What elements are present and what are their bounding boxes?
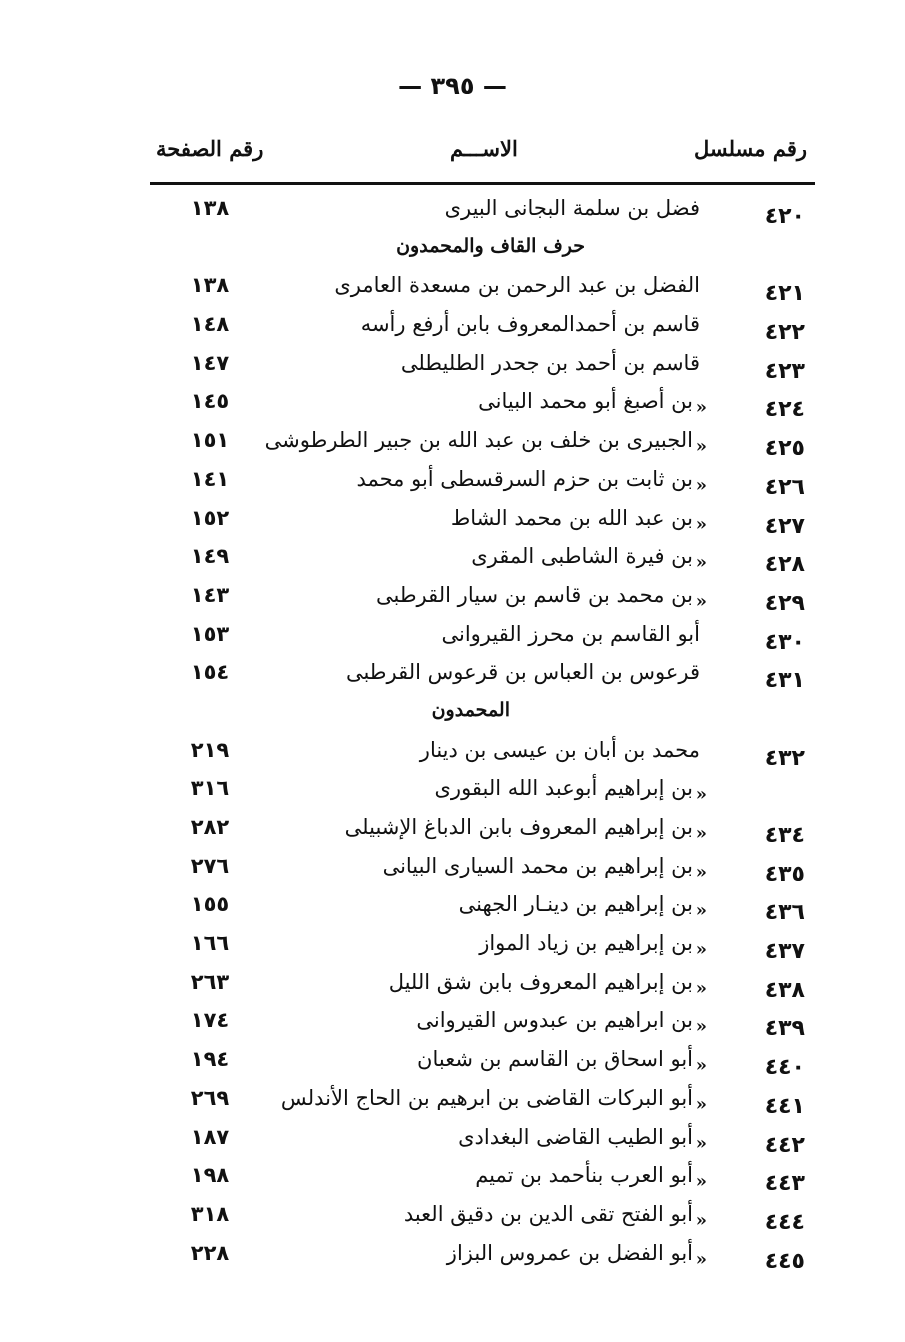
serial-number: ٤٢٤ bbox=[764, 397, 805, 423]
person-name: أبو الطيب القاضى البغدادى bbox=[458, 1124, 693, 1149]
person-name: قاسم بن أحمدالمعروف بابن أرفع رأسه bbox=[360, 312, 700, 337]
serial-number: ٤٤١ bbox=[764, 1093, 805, 1119]
person-name: أبو البركات القاضى بن ابرهيم بن الحاج الأندلس bbox=[280, 1085, 693, 1110]
ditto-mark: « bbox=[695, 513, 707, 535]
serial-number: ٤٢٠ bbox=[764, 204, 805, 229]
page-reference: ١٨٧ bbox=[190, 1124, 230, 1149]
serial-number: ٤٢١ bbox=[764, 281, 805, 307]
section-title: المحمدون bbox=[431, 698, 510, 721]
ditto-mark: « bbox=[695, 1248, 707, 1270]
table-row bbox=[0, 538, 905, 577]
person-name: بن إبراهيم بن محمد السيارى البيانى bbox=[382, 853, 693, 878]
table-row bbox=[0, 925, 905, 964]
table-row bbox=[0, 1080, 905, 1119]
person-name: بن فيرة الشاطبى المقرى bbox=[471, 544, 693, 569]
table-row bbox=[0, 770, 905, 809]
serial-number: ٤٤٥ bbox=[764, 1248, 805, 1274]
table-row bbox=[0, 190, 905, 229]
person-name: الجبيرى بن خلف بن عبد الله بن جبير الطرطوشى bbox=[264, 428, 693, 453]
ditto-mark: « bbox=[695, 1171, 707, 1193]
section-heading bbox=[0, 229, 905, 268]
table-row bbox=[0, 654, 905, 693]
page-reference: ١٦٦ bbox=[190, 931, 230, 956]
page-reference: ١٥٤ bbox=[190, 660, 230, 685]
table-row bbox=[0, 1235, 905, 1274]
person-name: أبو القاسم بن محرز القيروانى bbox=[441, 621, 700, 646]
person-name: بن ابراهيم بن عبدوس القيروانى bbox=[416, 1008, 693, 1033]
page-reference: ٢٦٣ bbox=[190, 969, 230, 994]
serial-number: ٤٢٦ bbox=[764, 474, 805, 500]
page-number: — ٣٩٥ — bbox=[398, 72, 507, 100]
person-name: أبو الفتح تقى الدين بن دقيق العبد bbox=[403, 1201, 693, 1226]
ditto-mark: « bbox=[695, 823, 707, 844]
ditto-mark: « bbox=[695, 977, 707, 999]
person-name: بن محمد بن قاسم بن سيار القرطبى bbox=[376, 582, 693, 607]
ditto-mark: « bbox=[695, 1055, 707, 1077]
serial-number: ٤٢٥ bbox=[764, 436, 805, 462]
serial-number: ٤٤٠ bbox=[764, 1055, 805, 1081]
table-row bbox=[0, 1157, 905, 1196]
page-reference: ١٤٥ bbox=[190, 389, 230, 414]
person-name: بن عبد الله بن محمد الشاط bbox=[450, 505, 693, 530]
person-name: أبو الفضل بن عمروس البزاز bbox=[446, 1240, 693, 1265]
person-name: بن أصبغ أبو محمد البيانى bbox=[478, 389, 693, 414]
page-reference: ٢٧٦ bbox=[190, 853, 230, 878]
serial-number: ٤٣٧ bbox=[764, 939, 805, 965]
page-reference: ٢٢٨ bbox=[190, 1240, 230, 1265]
person-name: بن إبراهيم المعروف بابن شق الليل bbox=[388, 969, 693, 994]
ditto-mark: « bbox=[695, 436, 707, 458]
table-row bbox=[0, 886, 905, 925]
person-name: أبو العرب بنأحمد بن تميم bbox=[475, 1163, 693, 1188]
page-reference: ١٤٧ bbox=[190, 350, 230, 375]
ditto-mark: « bbox=[695, 397, 707, 419]
name-column-header: الاســـم bbox=[450, 136, 518, 161]
table-row bbox=[0, 848, 905, 887]
person-name: قرعوس بن العباس بن قرعوس القرطبى bbox=[345, 660, 700, 685]
page-reference: ١٧٤ bbox=[190, 1008, 230, 1033]
serial-number: ٤٣٢ bbox=[764, 745, 805, 771]
page-reference: ١٣٨ bbox=[190, 196, 230, 220]
index-table bbox=[0, 190, 905, 1273]
serial-number: ٤٢٩ bbox=[764, 590, 805, 616]
page-reference: ١٤٣ bbox=[190, 582, 230, 607]
table-row bbox=[0, 422, 905, 461]
ditto-mark: « bbox=[695, 1093, 707, 1115]
ditto-mark: « bbox=[695, 552, 707, 574]
person-name: أبو اسحاق بن القاسم بن شعبان bbox=[417, 1047, 693, 1072]
ditto-mark: « bbox=[695, 1209, 707, 1231]
serial-number: ٤٣٠ bbox=[764, 629, 805, 655]
page-reference: ٣١٨ bbox=[190, 1201, 230, 1226]
ditto-mark: « bbox=[695, 590, 707, 612]
table-row bbox=[0, 306, 905, 345]
ditto-mark: « bbox=[695, 939, 707, 961]
page-reference: ١٩٨ bbox=[190, 1163, 230, 1188]
ditto-mark: « bbox=[695, 784, 707, 806]
person-name: بن إبراهيم أبوعبد الله البقورى bbox=[434, 776, 693, 801]
table-row bbox=[0, 1119, 905, 1158]
serial-number: ٤٢٨ bbox=[764, 552, 805, 578]
ditto-mark: « bbox=[695, 861, 707, 883]
page-reference: ٣١٦ bbox=[190, 776, 230, 801]
serial-number: ٤٢٧ bbox=[764, 513, 805, 539]
ditto-mark: « bbox=[695, 1132, 707, 1154]
table-row bbox=[0, 616, 905, 655]
person-name: بن ثابت بن حزم السرقسطى أبو محمد bbox=[356, 466, 693, 491]
table-row bbox=[0, 1041, 905, 1080]
page-reference: ١٤١ bbox=[190, 466, 230, 491]
header-rule bbox=[150, 182, 815, 185]
table-row bbox=[0, 809, 905, 848]
person-name: بن إبراهيم بن زياد المواز bbox=[479, 931, 693, 956]
table-row bbox=[0, 1002, 905, 1041]
serial-number: ٤٣٨ bbox=[764, 977, 805, 1003]
table-row bbox=[0, 577, 905, 616]
page-reference: ١٩٤ bbox=[190, 1047, 230, 1072]
serial-number: ٤٣٥ bbox=[764, 861, 805, 887]
section-title: حرف القاف والمحمدون bbox=[396, 234, 585, 257]
page-reference: ٢٨٢ bbox=[190, 815, 230, 839]
section-heading bbox=[0, 693, 905, 732]
person-name: بن إبراهيم المعروف بابن الدباغ الإشبيلى bbox=[344, 815, 693, 839]
person-name: قاسم بن أحمد بن جحدر الطليطلى bbox=[400, 350, 700, 375]
table-row bbox=[0, 461, 905, 500]
serial-number: ٤٣٩ bbox=[764, 1016, 805, 1042]
serial-number: ٤٤٢ bbox=[764, 1132, 805, 1158]
page-reference: ١٥٢ bbox=[190, 505, 230, 530]
table-row bbox=[0, 732, 905, 771]
page-reference: ٢١٩ bbox=[190, 737, 230, 762]
page-reference: ١٤٩ bbox=[190, 544, 230, 569]
ditto-mark: « bbox=[695, 474, 707, 496]
ditto-mark: « bbox=[695, 1016, 707, 1038]
serial-number: ٤٢٣ bbox=[764, 358, 805, 384]
person-name: محمد بن أبان بن عيسى بن دينار bbox=[419, 737, 700, 762]
page-column-header: رقم الصفحة bbox=[156, 136, 264, 161]
page-reference: ١٣٨ bbox=[190, 273, 230, 298]
page-reference: ١٤٨ bbox=[190, 312, 230, 337]
serial-number: ٤٤٣ bbox=[764, 1171, 805, 1197]
page-reference: ١٥١ bbox=[190, 428, 230, 453]
person-name: بن إبراهيم بن دينـار الجهنى bbox=[458, 892, 693, 917]
page-reference: ١٥٥ bbox=[190, 892, 230, 917]
ditto-mark: « bbox=[695, 900, 707, 922]
table-row bbox=[0, 383, 905, 422]
serial-number: ٤٢٢ bbox=[764, 320, 805, 346]
page-reference: ٢٦٩ bbox=[190, 1085, 230, 1110]
table-row bbox=[0, 267, 905, 306]
table-row bbox=[0, 964, 905, 1003]
serial-number: ٤٣٦ bbox=[764, 900, 805, 926]
serial-number: ٤٣١ bbox=[764, 668, 805, 694]
page-reference: ١٥٣ bbox=[190, 621, 230, 646]
table-row bbox=[0, 345, 905, 384]
table-header bbox=[150, 136, 815, 170]
serial-number: ٤٣٤ bbox=[764, 823, 805, 848]
serial-column-header: رقم مسلسل bbox=[693, 136, 807, 161]
person-name: فضل بن سلمة البجانى البيرى bbox=[444, 196, 700, 220]
table-row bbox=[0, 1196, 905, 1235]
serial-number: ٤٤٤ bbox=[764, 1209, 805, 1235]
table-row bbox=[0, 500, 905, 539]
person-name: الفضل بن عبد الرحمن بن مسعدة العامرى bbox=[334, 273, 700, 298]
